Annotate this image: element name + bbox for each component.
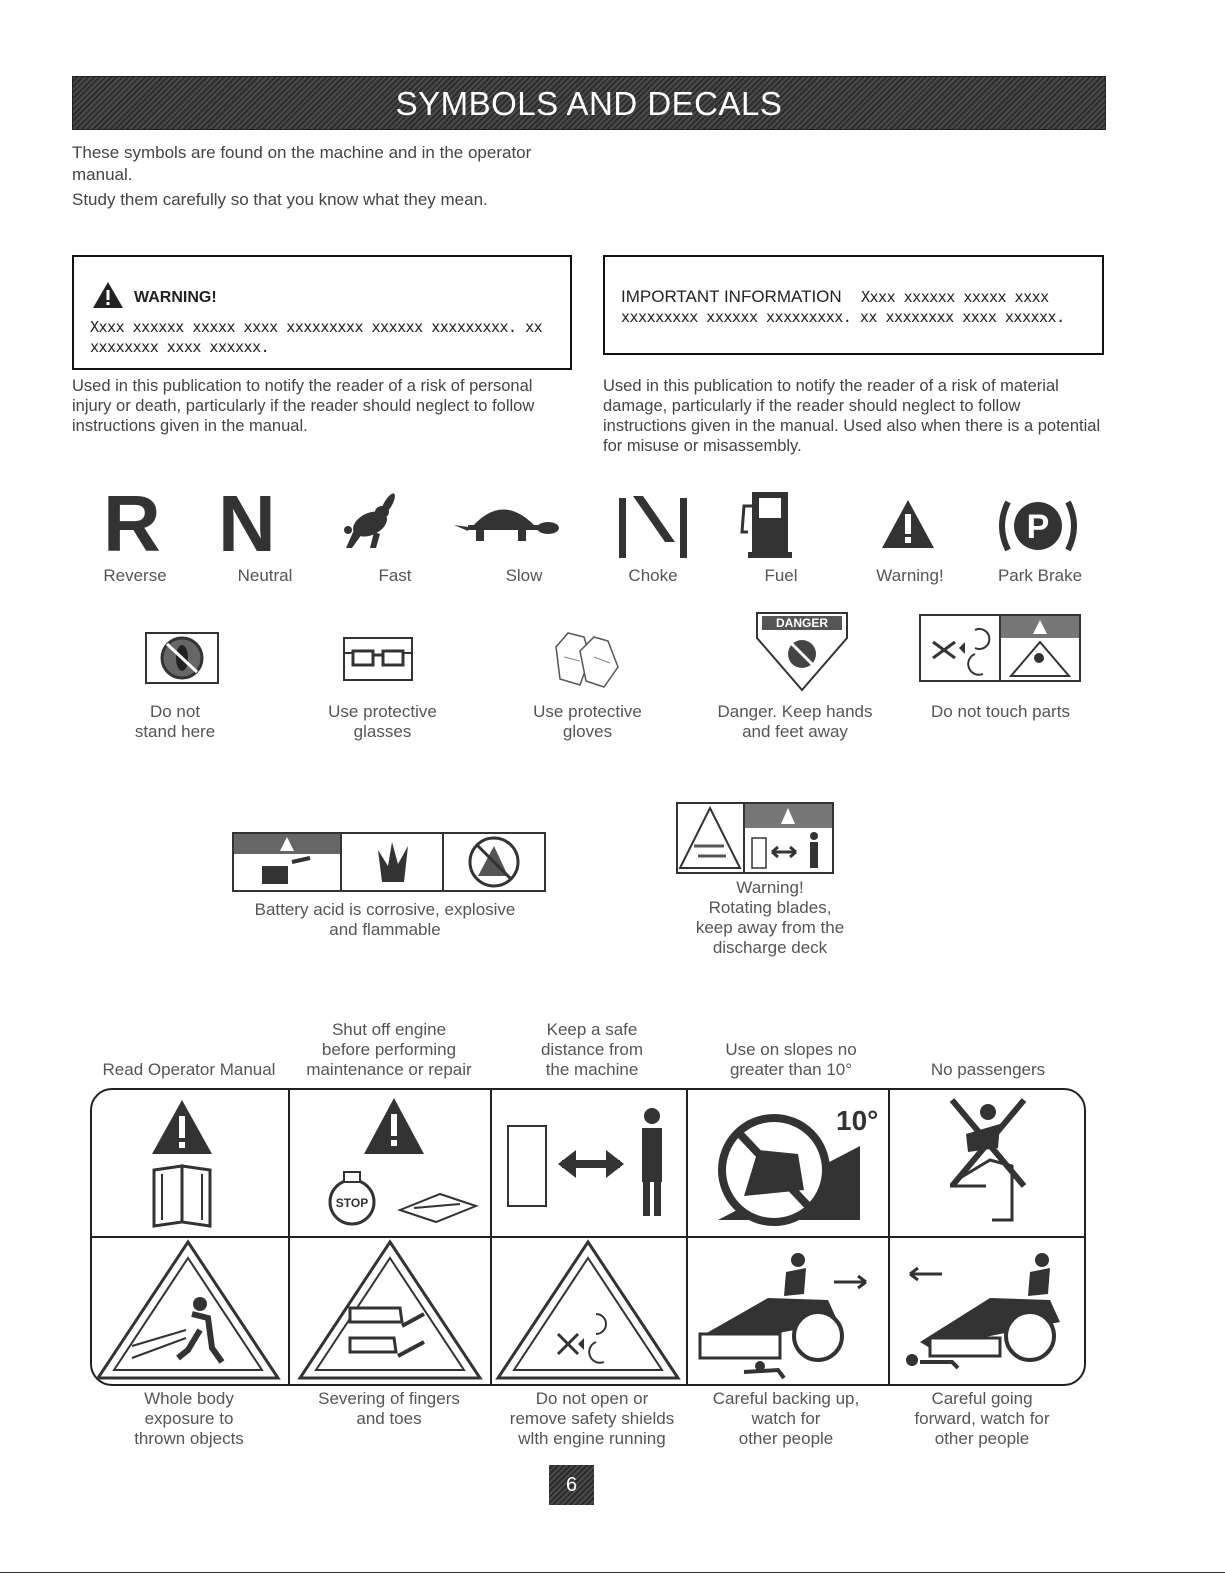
safe-distance-icon — [492, 1090, 686, 1236]
stop-engine-icon — [290, 1090, 490, 1236]
label-no-passengers — [890, 1060, 1086, 1080]
reverse-letter-icon: R — [103, 479, 159, 568]
battery-acid-decal-icon — [232, 832, 546, 892]
label-line: other people — [738, 1429, 834, 1448]
label-line: Careful going — [931, 1389, 1033, 1408]
label-line: Read Operator Manual — [102, 1060, 276, 1079]
stop-text: STOP — [335, 1196, 369, 1210]
label-line: Use protective — [328, 702, 437, 721]
label-line: before performing — [321, 1040, 457, 1059]
thrown-objects-icon — [92, 1238, 288, 1386]
label-reverse: Reverse — [103, 566, 167, 585]
label-line: Do not open or — [535, 1389, 649, 1408]
label-fuel: Fuel — [764, 566, 798, 585]
turtle-icon — [452, 495, 562, 545]
label-line: thrown objects — [134, 1429, 244, 1448]
info-heading: IMPORTANT INFORMATION — [621, 287, 842, 306]
backing-up-icon — [688, 1238, 888, 1386]
label-backing-up — [687, 1389, 885, 1449]
label-line: forward, watch for — [914, 1409, 1050, 1428]
bottom-rule — [0, 1572, 1225, 1573]
label-line: greater than 10° — [729, 1060, 853, 1079]
info-description: Used in this publication to notify the reader of a risk of material damage, particularly if the reader should neglect to follow instructions given in the manual. Used also when there is a potential for misuse or misassembly. — [603, 377, 1101, 455]
intro-line-1: These symbols are found on the machine and in the operator manual. — [72, 143, 532, 184]
important-info-box — [603, 255, 1104, 355]
label-line: Do not touch parts — [931, 702, 1070, 721]
label-line: Severing of fingers — [318, 1389, 460, 1408]
park-brake-icon — [996, 492, 1080, 560]
label-do-not-touch — [908, 702, 1093, 722]
no-standing-icon — [145, 632, 219, 684]
warning-box — [72, 255, 572, 370]
label-line: Rotating blades, — [708, 898, 832, 917]
page-number: 6 — [549, 1465, 594, 1505]
label-do-not-stand — [90, 702, 260, 742]
label-line: remove safety shields — [509, 1409, 675, 1428]
label-line: Warning! — [736, 878, 804, 897]
intro-text — [72, 142, 592, 214]
label-shut-off-engine — [290, 1020, 488, 1080]
label-line: No passengers — [930, 1060, 1046, 1079]
label-line: Do not — [149, 702, 201, 721]
grid-cell — [290, 1238, 492, 1386]
label-line: Battery acid is corrosive, explosive — [254, 900, 516, 919]
label-line: discharge deck — [712, 938, 828, 957]
gloves-icon — [550, 627, 622, 689]
slope-limit-icon — [688, 1090, 888, 1236]
svg-text:P: P — [1026, 508, 1050, 546]
grid-cell — [890, 1090, 1086, 1238]
label-line: and toes — [356, 1409, 422, 1428]
label-line: wlth engine running — [518, 1429, 666, 1448]
info-body: Xxxx xxxxxx xxxxx xxxx xxxxxxxxx xxxxxx xxxxxxxxx. xx xxxxxxxx xxxx xxxxxx. — [621, 288, 1065, 326]
rabbit-icon — [340, 490, 402, 552]
label-line: gloves — [562, 722, 613, 741]
label-line: watch for — [751, 1409, 821, 1428]
label-danger-keep-hands — [695, 702, 895, 742]
label-going-forward — [882, 1389, 1082, 1449]
warning-triangle-icon — [92, 281, 124, 309]
label-slope-limit — [692, 1040, 890, 1080]
label-battery-acid — [200, 900, 570, 940]
neutral-letter-icon: N — [218, 479, 274, 568]
label-thrown-objects — [90, 1389, 288, 1449]
warning-heading: WARNING! — [134, 289, 217, 306]
grid-cell — [688, 1238, 890, 1386]
danger-decal-text: DANGER — [775, 616, 829, 630]
warning-body: Xxxx xxxxxx xxxxx xxxx xxxxxxxxx xxxxxx xxxxxxxxx. xx xxxxxxxx xxxx xxxxxx. — [90, 318, 543, 356]
no-passengers-icon — [890, 1090, 1086, 1236]
label-line: Danger. Keep hands — [717, 702, 873, 721]
no-touch-parts-icon — [919, 614, 1081, 682]
label-warning: Warning! — [876, 566, 944, 585]
label-line: Shut off engine — [331, 1020, 447, 1039]
label-line: Whole body — [144, 1389, 234, 1408]
label-line: maintenance or repair — [306, 1060, 472, 1079]
glasses-icon — [343, 637, 413, 681]
label-line: and flammable — [329, 920, 441, 939]
severing-fingers-icon — [290, 1238, 490, 1386]
label-line: glasses — [353, 722, 412, 741]
danger-hands-icon — [756, 612, 848, 692]
grid-cell — [688, 1090, 890, 1238]
grid-cell — [890, 1238, 1086, 1386]
grid-cell — [92, 1238, 290, 1386]
label-read-manual — [90, 1060, 288, 1080]
grid-cell — [290, 1090, 492, 1238]
label-line: keep away from the — [695, 918, 845, 937]
label-choke: Choke — [628, 566, 678, 585]
warning-triangle-icon — [880, 498, 936, 550]
label-protective-glasses — [295, 702, 470, 742]
grid-cell — [492, 1090, 688, 1238]
label-line: and feet away — [742, 722, 848, 741]
page-title: SYMBOLS AND DECALS — [72, 76, 1106, 130]
label-line: Use on slopes no — [725, 1040, 857, 1059]
fuel-pump-icon — [738, 488, 800, 560]
label-neutral: Neutral — [237, 566, 293, 585]
label-slow: Slow — [505, 566, 543, 585]
label-line: Keep a safe — [546, 1020, 638, 1039]
label-park-brake: Park Brake — [997, 566, 1083, 585]
choke-icon — [617, 492, 689, 560]
label-line: the machine — [545, 1060, 639, 1079]
warning-description: Used in this publication to notify the reader of a risk of personal injury or death, particularly if the reader should neglect to follow instructions given in the manual. — [72, 377, 535, 435]
label-line: exposure to — [144, 1409, 234, 1428]
grid-cell — [92, 1090, 290, 1238]
slope-text: 10° — [836, 1105, 879, 1136]
label-safety-shields — [483, 1389, 701, 1449]
going-forward-icon — [890, 1238, 1086, 1386]
label-line: stand here — [134, 722, 216, 741]
grid-cell — [492, 1238, 688, 1386]
label-protective-gloves — [500, 702, 675, 742]
label-line: Use protective — [533, 702, 642, 721]
intro-line-2: Study them carefully so that you know what they mean. — [72, 190, 488, 209]
label-fast: Fast — [378, 566, 412, 585]
label-safe-distance — [493, 1020, 691, 1080]
label-line: Careful backing up, — [712, 1389, 860, 1408]
safety-symbol-grid — [90, 1088, 1086, 1386]
safety-shields-icon — [492, 1238, 686, 1386]
read-manual-icon — [92, 1090, 288, 1236]
label-line: other people — [934, 1429, 1030, 1448]
label-line: distance from — [540, 1040, 644, 1059]
rotating-blades-decal-icon — [676, 802, 834, 874]
label-rotating-blades — [665, 878, 875, 958]
label-severing-fingers — [285, 1389, 493, 1429]
